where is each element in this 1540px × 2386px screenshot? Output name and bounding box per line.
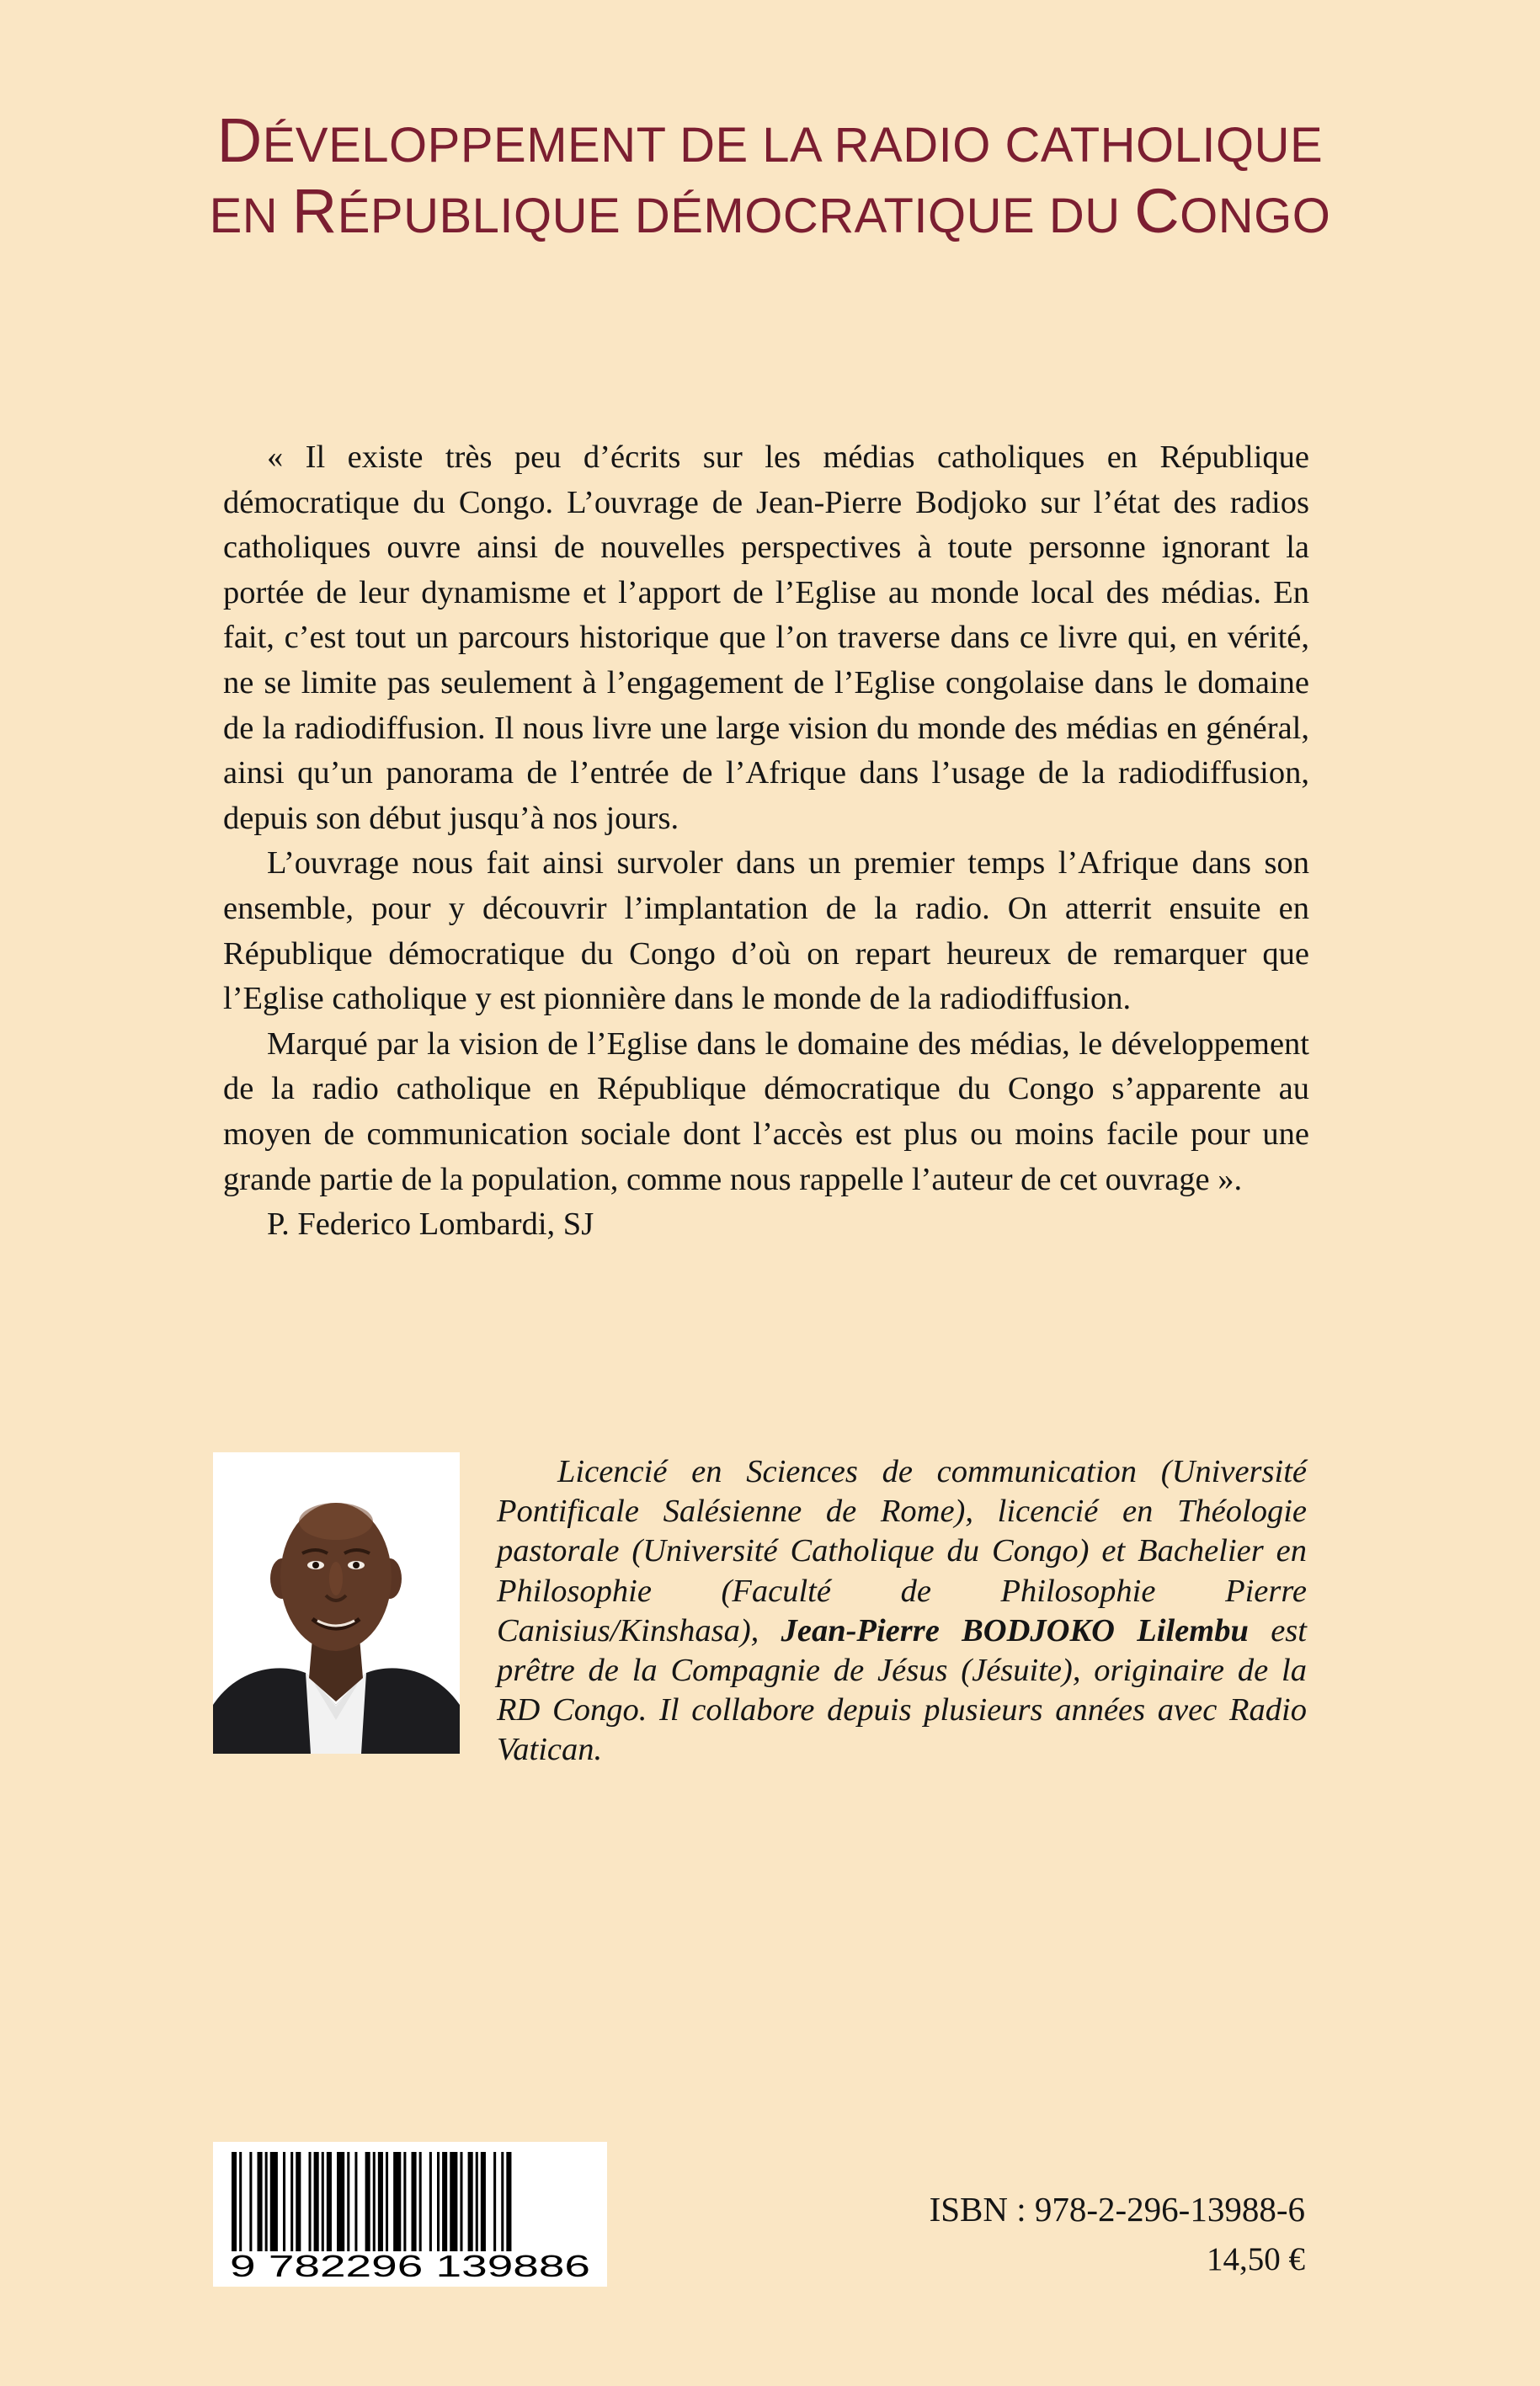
- barcode-bar: [412, 2152, 417, 2251]
- barcode-bar: [403, 2152, 406, 2251]
- barcode-bar: [373, 2152, 376, 2251]
- author-biography: [497, 1452, 1307, 1771]
- barcode-bar: [322, 2152, 324, 2251]
- barcode-bar: [249, 2152, 252, 2251]
- barcode-bar: [493, 2152, 496, 2251]
- barcode-bar: [354, 2152, 357, 2251]
- title-cap: R: [291, 176, 338, 246]
- price: 14,50 €: [1207, 2241, 1305, 2277]
- barcode-bar: [393, 2152, 401, 2251]
- title-text: ÉVELOPPEMENT DE LA RADIO CATHOLIQUE: [262, 118, 1324, 173]
- barcode-bar: [419, 2152, 422, 2251]
- barcode-bar: [506, 2152, 511, 2251]
- barcode-bar: [283, 2152, 285, 2251]
- barcode-bar: [239, 2152, 242, 2251]
- bio-paragraph: [497, 1452, 1307, 1771]
- title-text: EN: [209, 189, 292, 243]
- barcode-bar: [309, 2152, 312, 2251]
- preface-quote: [223, 435, 1309, 1248]
- title-cap: D: [216, 105, 263, 175]
- barcode-bar: [476, 2152, 478, 2251]
- barcode-bar: [442, 2152, 447, 2251]
- barcode-bar: [386, 2152, 388, 2251]
- barcode-bar: [365, 2152, 370, 2251]
- barcode-bar: [327, 2152, 332, 2251]
- title-text: ONGO: [1180, 189, 1331, 243]
- barcode-bar: [468, 2152, 473, 2251]
- barcode-bar: [481, 2152, 486, 2251]
- bio-text: est prêtre de la Compagnie de Jésus (Jésuite), originaire de la RD Congo. Il collabore depuis plusieurs années avec Radio Vatican.: [497, 1612, 1307, 1768]
- bio-text: Licencié en Sciences de communication (Université Pontificale Salésienne de Rome), licencié en Théologie pastorale (Université Catholique du Congo) et Bachelier en Philosophie (Faculté de Philosophie Pierre Canisius/Kinshasa),: [497, 1454, 1307, 1648]
- quote-signature: P. Federico Lombardi, SJ: [267, 1206, 594, 1243]
- barcode-bar: [232, 2152, 237, 2251]
- barcode-bar: [270, 2152, 278, 2251]
- isbn: ISBN : 978-2-296-13988-6: [929, 2190, 1305, 2229]
- quote-paragraph: L’ouvrage nous fait ainsi survoler dans un premier temps l’Afrique dans son ensemble, pour y découvrir l’implantation de la radio. On atterrit ensuite en République démocratique du Congo d’où on repart heureux de remarquer que l’Eglise catholique y est pionnière dans le monde de la radiodiffusion.: [223, 845, 1309, 1017]
- barcode-bar: [290, 2152, 293, 2251]
- title-line-2: [0, 178, 1540, 249]
- author-name: Jean-Pierre BODJOKO Lilembu: [781, 1612, 1249, 1648]
- quote-paragraph: Marqué par la vision de l’Eglise dans le domaine des médias, le développement de la radio catholique en République démocratique du Congo s’apparente au moyen de communication sociale dont l’accès est plus ou moins facile pour une grande partie de la population, comme nous rappelle l’auteur de cet ouvrage ».: [223, 1025, 1309, 1197]
- title-line-1: [0, 105, 1540, 178]
- barcode-bar: [429, 2152, 432, 2251]
- barcode-bar: [347, 2152, 349, 2251]
- barcode-bar: [450, 2152, 457, 2251]
- barcode-bar: [314, 2152, 319, 2251]
- barcode-digits: 9 782296 139886: [230, 2249, 590, 2283]
- barcode-bar: [460, 2152, 462, 2251]
- book-title: [0, 105, 1540, 249]
- title-cap: C: [1134, 176, 1180, 246]
- barcode-bar: [437, 2152, 440, 2251]
- barcode-bar: [258, 2152, 263, 2251]
- title-text: ÉPUBLIQUE DÉMOCRATIQUE DU: [337, 189, 1135, 243]
- author-photo: [213, 1452, 460, 1754]
- barcode: [213, 2142, 607, 2287]
- barcode-bar: [265, 2152, 268, 2251]
- barcode-bar: [501, 2152, 504, 2251]
- barcode-bars: [232, 2152, 511, 2251]
- barcode-bar: [337, 2152, 344, 2251]
- barcode-bar: [296, 2152, 301, 2251]
- quote-paragraph: « Il existe très peu d’écrits sur les médias catholiques en République démocratique du Congo. L’ouvrage de Jean-Pierre Bodjoko sur l’état des radios catholiques ouvre ainsi de nouvelles perspectives à toute personne ignorant la portée de leur dynamisme et l’apport de l’Eglise au monde local des médias. En fait, c’est tout un parcours historique que l’on traverse dans ce livre qui, en vérité, ne se limite pas seulement à l’engagement de l’Eglise congolaise dans le domaine de la radiodiffusion. Il nous livre une large vision du monde des médias en général, ainsi qu’un panorama de l’entrée de l’Afrique dans l’usage de la radiodiffusion, depuis son début jusqu’à nos jours.: [223, 439, 1309, 836]
- barcode-bar: [378, 2152, 383, 2251]
